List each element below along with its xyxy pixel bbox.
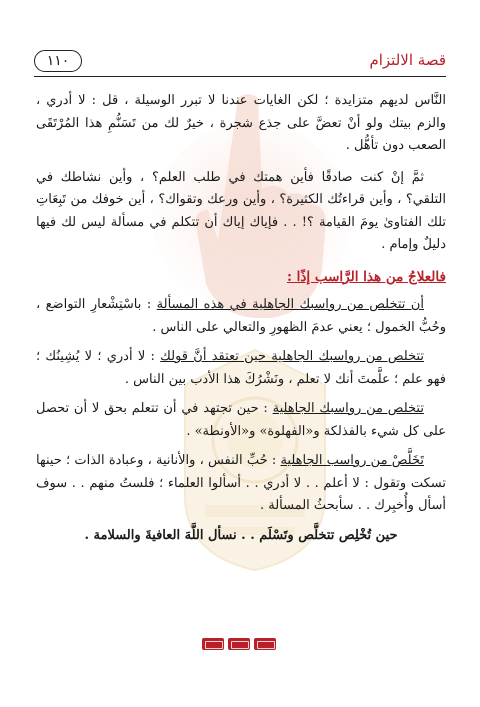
list-item	[36, 294, 446, 339]
item-text: : حين تجتهد في أن تتعلم بحق لا أن تحصل على كل شيء بالفذلكة و«الفهلوة» و«الأونطة» .	[36, 401, 446, 439]
item-text: : لا أدري ؛ لا يُشِينُك ؛ فهو علم ؛ علَّمتَ أنك لا تعلم ، ونَشْرُكَ هذا الأدب بين الناس .	[36, 349, 446, 387]
ornament-icon	[228, 638, 250, 650]
list-item	[36, 398, 446, 443]
ornament-icon	[202, 638, 224, 650]
book-title: قصة الالتزام	[369, 51, 446, 69]
section-heading: فالعلاجُ من هذا الرَّاسب إذًا :	[286, 268, 446, 285]
item-lead: تَخَلَّصْ من رواسب الجاهلية	[280, 453, 424, 468]
list-item	[36, 450, 446, 518]
list-item	[36, 346, 446, 391]
closing-line: حين تُخْلِص تتخلَّص وتَسْلَم . . نسأل اللَّهَ العافيةَ والسلامة .	[84, 527, 398, 543]
item-lead: تتخلص من رواسبك الجاهلية حين تعتقد أنَّ قولك	[160, 349, 424, 364]
item-lead: تتخلص من رواسبك الجاهلية	[272, 401, 424, 416]
page-body	[36, 90, 446, 560]
page-header	[34, 50, 446, 77]
paragraph: ثمَّ إنْ كنت صادقًا فأين همتك في طلب العلم؟ ، وأين نشاطك في التلقي؟ ، وأين قراءتُك الكثيرة؟ ، وأين ورعك وتقواك؟ ، أين خوفك من تَبِعَاتِ تلك الفتاوىٰ يومَ القيامة ؟! . . فإياك إياك أن تتكلم في مسألة ليس لك فيها دليلٌ وإمام .	[36, 169, 446, 252]
item-text: : باسْتِشْعارِ التواضع ، وحُبُّ الخمول ؛ يعني عدمَ الظهورِ والتعالي على الناس .	[36, 297, 446, 335]
page-number: ١١٠	[34, 50, 82, 72]
item-text: : حُبِّ النفس ، والأنانية ، وعبادة الذات ؛ حينها تسكت وتقول : لا أعلم . . لا أدري . . أسألوا العلماء ؛ فلستُ منهم . . سوف أسأل وأُخبِرك . . سأبحثُ المسألة .	[36, 453, 446, 513]
item-lead: أن تتخلص من رواسبك الجاهلية في هذه المسألة	[156, 297, 424, 312]
end-ornament	[202, 638, 276, 650]
ornament-icon	[254, 638, 276, 650]
paragraph: النَّاس لديهم متزايدة ؛ لكن الغايات عندنا لا تبرر الوسيلة ، قل : لا أدري ، والزم بيتك ولو أنْ تعضَّ على جذع شجرة ، خيرٌ لك من تَسَنُّمِ هذا المُرْتَقَى الصعب دون تأهُّل .	[36, 93, 446, 153]
